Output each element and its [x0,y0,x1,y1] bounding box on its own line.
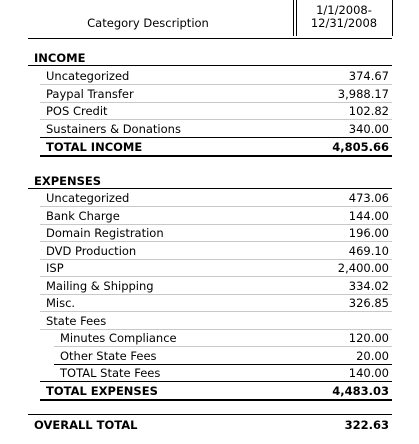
row-divider [40,84,392,85]
state-fees-label: State Fees [46,314,107,328]
row-divider [40,241,392,242]
expense-row-label: Mailing & Shipping [46,279,154,293]
column-header-period [296,4,392,30]
income-row-label: POS Credit [46,104,108,118]
expense-row-value: 2,400.00 [337,261,389,275]
state-fee-row-label: Other State Fees [60,349,157,363]
header-divider-left [293,0,294,36]
row-divider [54,346,392,347]
period-start: 1/1/2008- [316,3,372,17]
row-divider [40,259,392,260]
expense-row-value: 326.85 [348,296,389,310]
expense-row-value: 334.02 [348,279,389,293]
expenses-title: EXPENSES [34,174,102,188]
state-fees-total-label: TOTAL State Fees [60,366,161,380]
column-header-description: Category Description [87,16,209,30]
income-total-value: 4,805.66 [332,140,389,154]
period-end: 12/31/2008 [310,16,378,30]
state-fee-row-value: 120.00 [348,331,389,345]
expense-row-label: Uncategorized [46,191,130,205]
state-fee-row-value: 20.00 [356,349,389,363]
income-row-label: Uncategorized [46,69,130,83]
header-divider-left-2 [296,0,297,36]
expense-row-label: DVD Production [46,244,137,258]
expenses-total-label: TOTAL EXPENSES [46,384,158,398]
expense-row-label: Misc. [46,296,76,310]
income-total-label: TOTAL INCOME [46,140,143,154]
income-total-rule [40,137,392,138]
expense-row-value: 473.06 [348,191,389,205]
overall-rule [28,414,392,415]
income-row-label: Sustainers & Donations [46,122,181,136]
row-divider [40,294,392,295]
state-fee-row-label: Minutes Compliance [60,331,177,345]
expense-row-label: ISP [46,261,64,275]
overall-total-value: 322.63 [344,418,389,432]
row-divider [40,224,392,225]
expenses-total-value: 4,483.03 [332,384,389,398]
expense-row-value: 144.00 [348,209,389,223]
expenses-total-rule [40,381,392,382]
state-fees-total-value: 140.00 [348,366,389,380]
expense-row-label: Bank Charge [46,209,120,223]
income-row-label: Paypal Transfer [46,87,134,101]
row-divider [40,102,392,103]
income-total-underline [40,155,392,157]
row-divider [40,311,392,312]
income-row-value: 3,988.17 [337,87,389,101]
row-divider [40,119,392,120]
overall-total-label: OVERALL TOTAL [34,418,138,432]
expenses-total-underline [40,399,392,401]
row-divider [40,329,392,330]
income-row-value: 102.82 [348,104,389,118]
expense-row-value: 196.00 [348,226,389,240]
row-divider [40,276,392,277]
expense-row-value: 469.10 [348,244,389,258]
header-rule [28,38,392,39]
income-row-value: 340.00 [348,122,389,136]
income-row-value: 374.67 [348,69,389,83]
income-title: INCOME [34,51,86,65]
expense-row-label: Domain Registration [46,226,164,240]
state-fees-total-rule [54,364,392,365]
row-divider [40,206,392,207]
header-divider-right [392,0,393,36]
expenses-title-rule [28,188,392,189]
income-title-rule [28,65,392,66]
